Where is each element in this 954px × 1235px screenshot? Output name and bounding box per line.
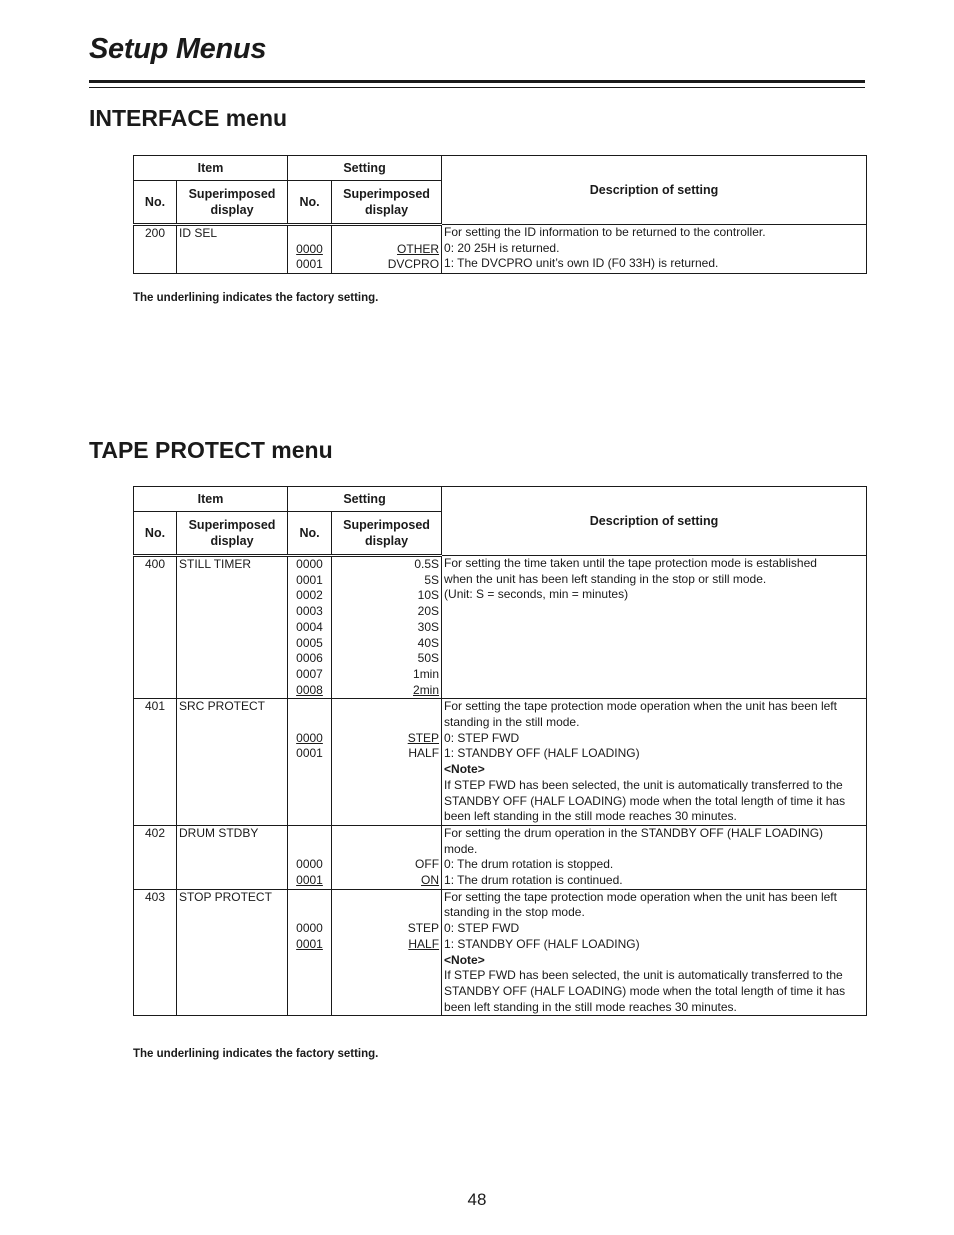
description-line: 1: The drum rotation is continued. (444, 873, 623, 888)
header-item-no: No. (134, 181, 177, 225)
description-line: <Note> (444, 762, 485, 777)
table-row (134, 556, 867, 699)
item-no: 402 (134, 825, 177, 889)
setting-display: 0.5S (414, 557, 440, 571)
table-row (134, 225, 867, 274)
setting-display-cell (332, 699, 442, 826)
description-line: <Note> (444, 952, 485, 967)
description-line: been left standing in the still mode reaches 30 minutes. (444, 999, 737, 1014)
description-line: STANDBY OFF (HALF LOADING) mode when the total length of time it has (444, 793, 846, 808)
setting-display (334, 905, 439, 921)
setting-no: 0006 (296, 651, 323, 666)
setting-no: 0004 (296, 619, 323, 634)
description-line: For setting the tape protection mode operation when the unit has been left (444, 889, 837, 904)
setting-no: 0007 (296, 666, 323, 681)
setting-display (334, 699, 439, 715)
header-rule-thin (89, 87, 865, 88)
description-line: been left standing in the still mode reaches 30 minutes. (444, 809, 737, 824)
header-description: Description of setting (442, 487, 867, 556)
setting-display: HALF (408, 936, 440, 951)
table-row (134, 889, 867, 1016)
setting-display: STEP (407, 921, 440, 936)
setting-display: OFF (415, 857, 440, 872)
description-line: 0: 20 25H is returned. (444, 240, 560, 255)
description-line: For setting the tape protection mode operation when the unit has been left (444, 699, 837, 714)
header-setting-display: Superimposed display (332, 512, 442, 556)
setting-display (334, 826, 439, 842)
description-line: 1: STANDBY OFF (HALF LOADING) (444, 746, 640, 761)
item-display: STOP PROTECT (177, 889, 288, 1016)
setting-display: OTHER (397, 241, 440, 256)
setting-no (290, 826, 329, 842)
setting-no: 0002 (296, 588, 323, 603)
setting-no: 0001 (296, 873, 323, 888)
tape-protect-menu-title: TAPE PROTECT menu (89, 437, 333, 463)
description-line: standing in the stop mode. (444, 905, 585, 920)
header-item: Item (134, 487, 288, 512)
description-line: when the unit has been left standing in the stop or still mode. (444, 571, 767, 586)
description-line: mode. (444, 841, 478, 856)
description-line: 0: STEP FWD (444, 730, 520, 745)
setting-display: STEP (407, 730, 440, 745)
setting-no-cell (288, 225, 332, 274)
item-no: 400 (134, 556, 177, 699)
description-line: For setting the time taken until the tape protection mode is established (444, 556, 817, 570)
setting-no (290, 715, 329, 731)
header-item-display: Superimposed display (177, 181, 288, 225)
item-display: SRC PROTECT (177, 699, 288, 826)
setting-display: 1min (413, 666, 440, 681)
setting-display (334, 226, 439, 242)
setting-display: DVCPRO (387, 257, 440, 272)
setting-no-cell (288, 699, 332, 826)
item-no: 401 (134, 699, 177, 826)
description-cell (442, 556, 867, 699)
tape-protect-footnote: The underlining indicates the factory setting. (133, 1048, 379, 1060)
setting-no: 0003 (296, 604, 323, 619)
page-number: 48 (467, 1190, 487, 1209)
setting-display: 2min (413, 682, 440, 697)
setting-no-cell (288, 825, 332, 889)
setting-no: 0001 (296, 572, 323, 587)
interface-menu-title: INTERFACE menu (89, 105, 288, 131)
setting-display: 10S (417, 588, 440, 603)
header-rule (89, 80, 865, 83)
setting-display: 40S (417, 635, 440, 650)
setting-no (290, 890, 329, 906)
setting-no: 0000 (296, 241, 323, 256)
setting-no (290, 699, 329, 715)
header-setting-no: No. (288, 512, 332, 556)
header-item: Item (134, 156, 288, 181)
setting-no: 0000 (296, 857, 323, 872)
setting-no (290, 905, 329, 921)
item-display: STILL TIMER (177, 556, 288, 699)
setting-display: 30S (417, 619, 440, 634)
description-line: 0: STEP FWD (444, 921, 520, 936)
setting-no: 0001 (296, 746, 323, 761)
setting-no-cell (288, 556, 332, 699)
setting-no: 0000 (296, 921, 323, 936)
setting-no (290, 842, 329, 858)
setting-display: ON (421, 873, 440, 888)
description-cell (442, 699, 867, 826)
interface-footnote: The underlining indicates the factory setting. (133, 292, 379, 304)
description-line: (Unit: S = seconds, min = minutes) (444, 587, 629, 602)
item-display: DRUM STDBY (177, 825, 288, 889)
description-line: If STEP FWD has been selected, the unit is automatically transferred to the (444, 968, 843, 983)
header-setting-no: No. (288, 181, 332, 225)
setting-no: 0005 (296, 635, 323, 650)
tape-protect-menu-table (133, 486, 867, 1016)
description-line: 1: The DVCPRO unit’s own ID (F0 33H) is returned. (444, 256, 719, 271)
setting-no: 0000 (296, 730, 323, 745)
setting-display-cell (332, 556, 442, 699)
description-line: STANDBY OFF (HALF LOADING) mode when the total length of time it has (444, 983, 846, 998)
description-line: 1: STANDBY OFF (HALF LOADING) (444, 936, 640, 951)
setting-no: 0008 (296, 682, 323, 697)
header-item-no: No. (134, 512, 177, 556)
setting-no: 0001 (296, 257, 323, 272)
setting-display: 20S (417, 604, 440, 619)
header-setting-display: Superimposed display (332, 181, 442, 225)
description-line: For setting the ID information to be returned to the controller. (444, 225, 766, 239)
setting-no: 0000 (296, 557, 323, 571)
description-line: For setting the drum operation in the STANDBY OFF (HALF LOADING) (444, 825, 824, 840)
item-no: 403 (134, 889, 177, 1016)
interface-menu-table (133, 155, 867, 274)
setting-no-cell (288, 889, 332, 1016)
description-line: standing in the still mode. (444, 715, 580, 730)
description-line: 0: The drum rotation is stopped. (444, 857, 614, 872)
setting-display (334, 890, 439, 906)
setting-display-cell (332, 825, 442, 889)
setting-no (290, 226, 329, 242)
page-title: Setup Menus (89, 33, 267, 65)
setting-display: 5S (424, 572, 440, 587)
header-item-display: Superimposed display (177, 512, 288, 556)
setting-display (334, 842, 439, 858)
table-row (134, 699, 867, 826)
setting-display (334, 715, 439, 731)
item-display: ID SEL (177, 225, 288, 274)
description-cell (442, 825, 867, 889)
setting-display: 50S (417, 651, 440, 666)
description-line: If STEP FWD has been selected, the unit is automatically transferred to the (444, 777, 843, 792)
header-setting: Setting (288, 156, 442, 181)
description-cell (442, 889, 867, 1016)
table-row (134, 825, 867, 889)
setting-display-cell (332, 225, 442, 274)
setting-display: HALF (408, 746, 440, 761)
header-setting: Setting (288, 487, 442, 512)
header-description: Description of setting (442, 156, 867, 225)
setting-display-cell (332, 889, 442, 1016)
item-no: 200 (134, 225, 177, 274)
description-cell (442, 225, 867, 274)
setting-no: 0001 (296, 936, 323, 951)
